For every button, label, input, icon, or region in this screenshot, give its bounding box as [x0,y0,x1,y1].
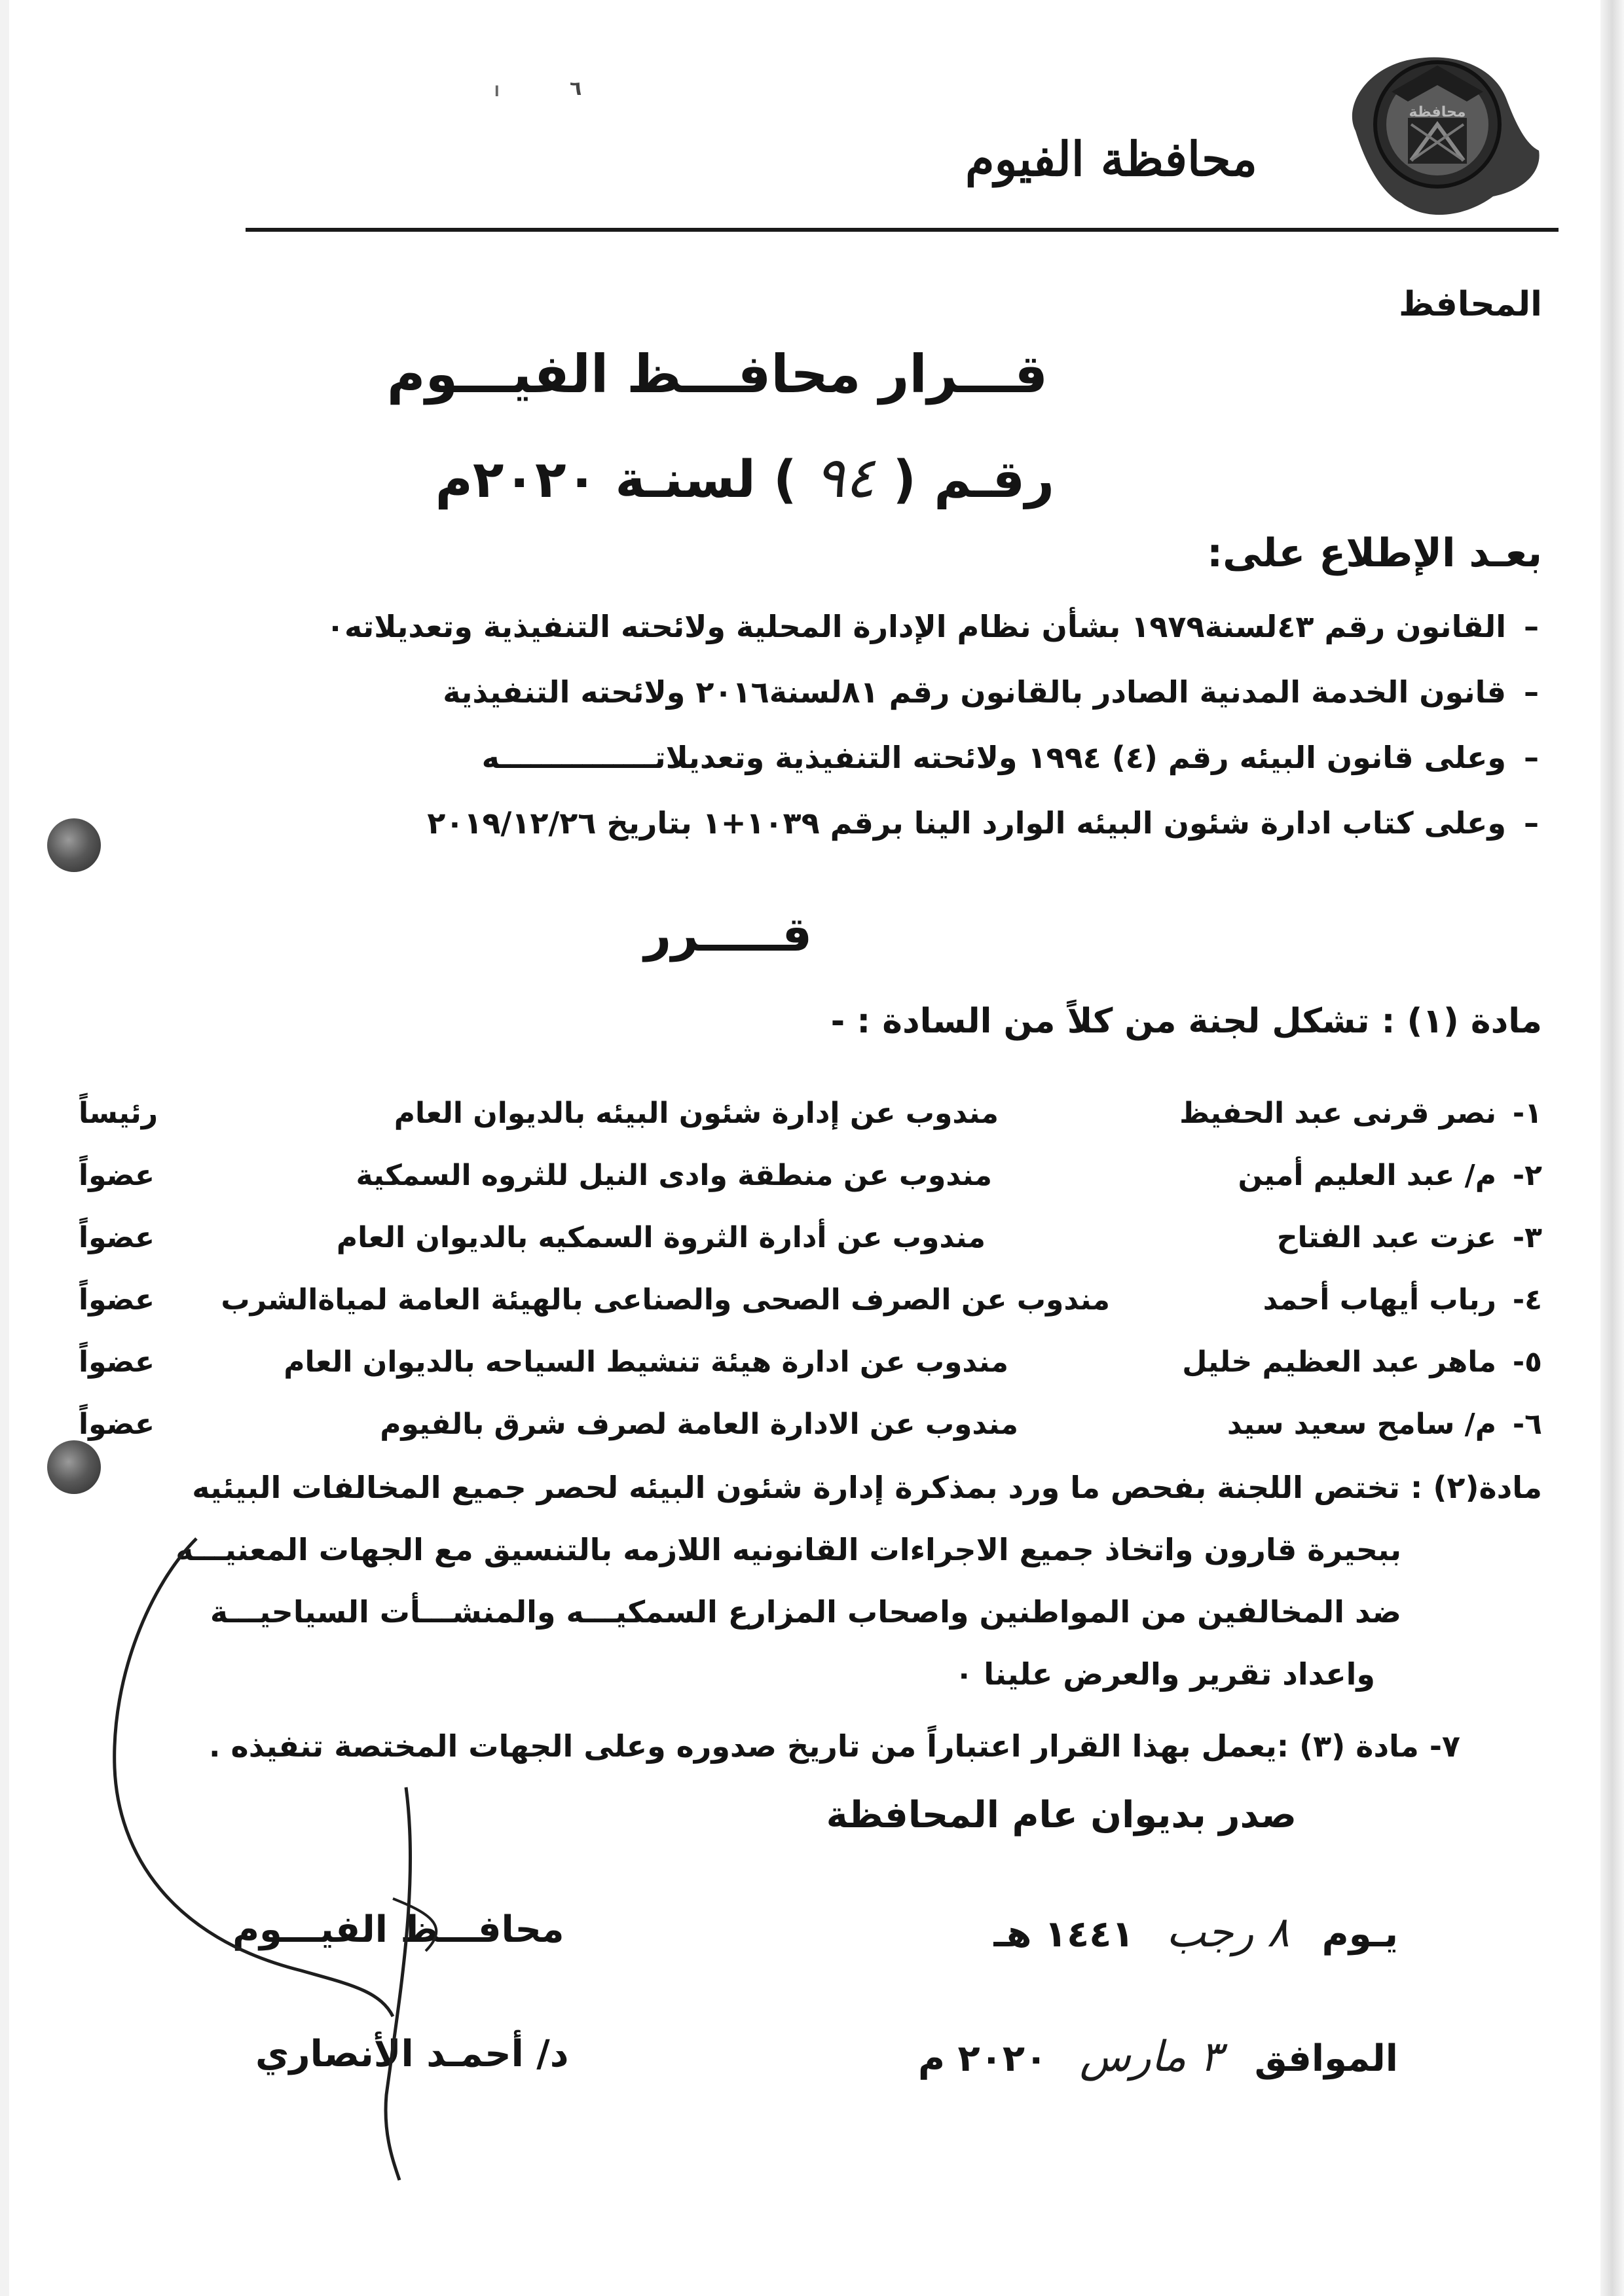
scan-right-edge [1600,0,1624,2296]
stray-mark: ٦ [570,77,582,100]
header-divider [246,228,1559,232]
gregorian-date-label: الموافق [1254,2037,1398,2080]
member-role: عضواً [79,1159,155,1192]
decree-number-suffix: ) لسنـة ٢٠٢٠م [435,450,797,509]
law-item: القانون رقم ٤٣لسنة١٩٧٩ بشأن نظام الإدارة المحلية ولائحته التنفيذية وتعديلاته٠ [325,609,1506,644]
decree-title: قـــرار محافـــظ الفيـــوم [386,344,1048,405]
member-delegation: مندوب عن منطقة وادى النيل للثروه السمكية [356,1159,992,1192]
law-item: قانون الخدمة المدنية الصادر بالقانون رقم ٨١لسنة٢٠١٦ ولائحته التنفيذية [443,674,1506,710]
member-delegation: مندوب عن إدارة شئون البيئه بالديوان العام [394,1097,999,1130]
member-name: نصر قرنى عبد الحفيظ [1179,1097,1496,1130]
member-number: ٢- [1512,1159,1542,1192]
bullet-dash: – [1524,740,1539,775]
decree-number-handwritten: ٩٤ [814,445,876,511]
article-2-line: واعداد تقرير والعرض علينا ٠ [955,1656,1375,1692]
decree-number-prefix: رقـم ( [893,450,1054,509]
member-role: عضواً [79,1283,155,1317]
svg-text:محافظة: محافظة [1409,104,1466,120]
scan-left-edge [0,0,9,2296]
article-2-line: ضد المخالفين من المواطنين واصحاب المزارع السمكيـــه والمنشـــأت السياحيـــة [210,1594,1401,1630]
decree-number [435,445,1054,511]
law-item: وعلى قانون البيئه رقم (٤) ١٩٩٤ ولائحته التنفيذية وتعديلاتـــــــــــــــه [481,740,1506,775]
member-role: عضواً [79,1345,155,1379]
after-review-heading: بعـد الإطلاع على: [1207,530,1542,576]
signatory-title: محافـــظ الفيـــوم [232,1908,564,1951]
member-number: ٦- [1512,1408,1542,1441]
bullet-dash: – [1524,805,1539,841]
member-number: ٤- [1512,1283,1542,1317]
decided-heading: قـــــرر [644,907,812,962]
hijri-date-handwritten: ٨ رجب [1166,1908,1290,1957]
gregorian-date [918,2033,1398,2081]
gregorian-date-handwritten: ٣ مارس [1079,2033,1223,2081]
member-name: م/ سامح سعيد سيد [1227,1408,1496,1441]
hole-punch [47,818,101,872]
signatory-name: د/ أحمـد الأنصاري [255,2033,569,2075]
article-2-line: مادة(٢) : تختص اللجنة بفحص ما ورد بمذكرة إدارة شئون البيئه لحصر جميع المخالفات البيئيه [192,1470,1542,1505]
member-name: عزت عبد الفتاح [1276,1221,1496,1254]
member-delegation: مندوب عن الصرف الصحى والصناعى بالهيئة العامة لمياةالشرب [221,1283,1110,1317]
member-number: ٣- [1512,1221,1542,1254]
hijri-date-year: ١٤٤١ هـ [993,1913,1134,1956]
member-role: عضواً [79,1221,155,1254]
member-name: ماهر عبد العظيم خليل [1182,1345,1496,1379]
article-1: مادة (١) : تشكل لجنة من كلاً من السادة : - [830,1002,1542,1041]
stray-mark: ا [494,84,500,100]
governorate-logo [1329,39,1545,229]
member-name: رباب أيهاب أحمد [1263,1283,1496,1317]
bullet-dash: – [1524,674,1539,710]
issuing-office: المحافظ [1399,285,1542,324]
member-role: عضواً [79,1408,155,1441]
hijri-date [993,1908,1398,1957]
article-3: ٧- مادة (٣) :يعمل بهذا القرار اعتباراً من تاريخ صدوره وعلى الجهات المختصة تنفيذه . [209,1728,1460,1764]
governorate-name: محافظة الفيوم [965,131,1257,187]
bullet-dash: – [1524,609,1539,644]
law-item: وعلى كتاب ادارة شئون البيئه الوارد الينا برقم ١٠٣٩+١ بتاريخ ٢٠١٩/١٢/٢٦ [427,805,1506,841]
member-name: م/ عبد العليم أمين [1238,1159,1496,1192]
member-delegation: مندوب عن الادارة العامة لصرف شرق بالفيوم [380,1408,1018,1441]
issued-at: صدر بديوان عام المحافظة [826,1794,1297,1836]
member-delegation: مندوب عن ادارة هيئة تنشيط السياحه بالديوان العام [284,1345,1008,1379]
hole-punch [47,1440,101,1494]
article-2-line: ببحيرة قارون واتخاذ جميع الاجراءات القانونيه اللازمه بالتنسيق مع الجهات المعنيـــه [175,1532,1401,1567]
member-role: رئيساً [79,1097,158,1130]
member-delegation: مندوب عن أدارة الثروة السمكيه بالديوان العام [336,1221,986,1254]
hijri-date-label: يـوم [1321,1913,1398,1956]
member-number: ١- [1512,1097,1542,1130]
gregorian-date-year: ٢٠٢٠ م [917,2037,1048,2080]
member-number: ٥- [1512,1345,1542,1379]
